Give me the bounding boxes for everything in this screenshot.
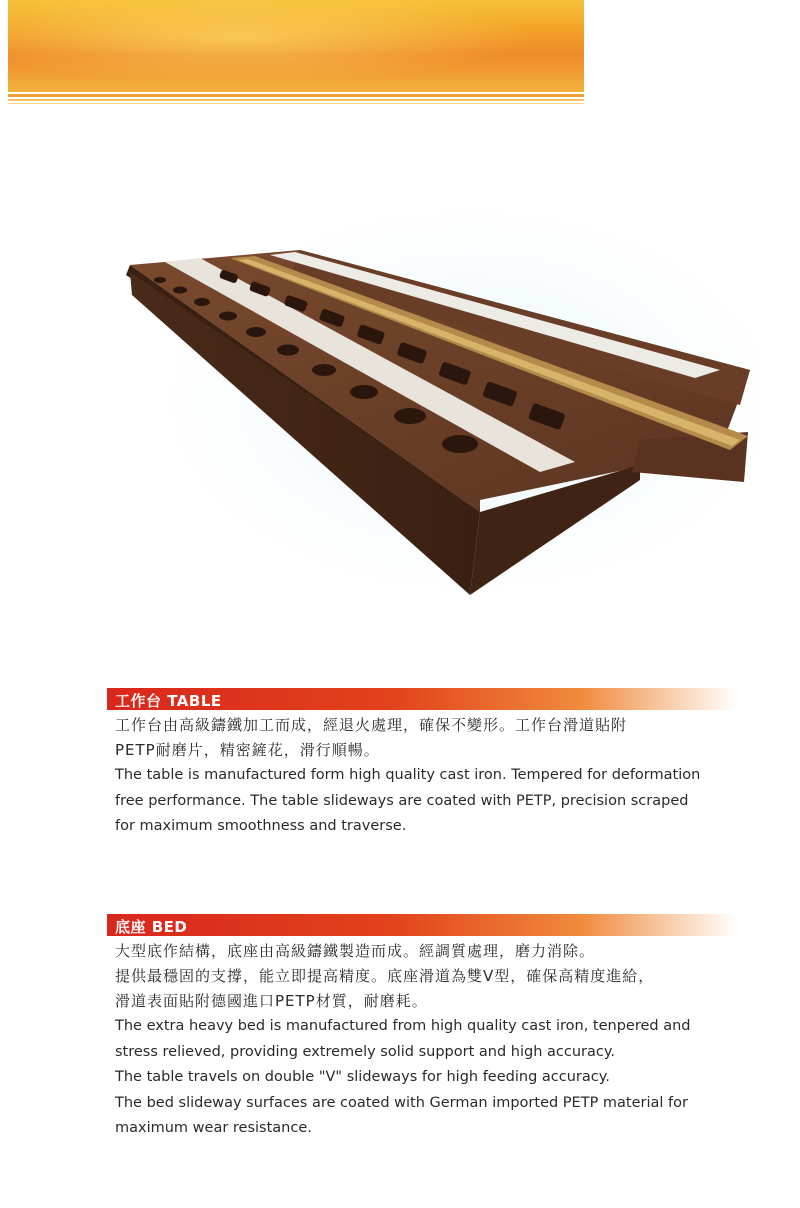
- table-section-title: 工作台 TABLE: [115, 692, 222, 710]
- decorative-stripe: [8, 94, 584, 97]
- bed-zh-line: 大型底作結構，底座由高級鑄鐵製造而成。經調質處理，磨力消除。: [115, 942, 596, 960]
- bed-zh-line: 滑道表面貼附德國進口PETP材質，耐磨耗。: [115, 992, 428, 1010]
- table-section-body: [115, 713, 755, 840]
- bed-section-header: [107, 914, 737, 936]
- bed-en-line: maximum wear resistance.: [115, 1120, 312, 1136]
- table-section-header: [107, 688, 737, 710]
- table-en-line: free performance. The table slideways are coated with PETP, precision scraped: [115, 792, 689, 809]
- table-zh-line: PETP耐磨片，精密鏟花，滑行順暢。: [115, 741, 380, 759]
- bed-section-body: [115, 939, 755, 1142]
- bed-en-line: The table travels on double "V" slideways for high feeding accuracy.: [115, 1069, 610, 1085]
- bed-en-line: The extra heavy bed is manufactured from high quality cast iron, tenpered and: [115, 1018, 691, 1034]
- bed-section-title: 底座 BED: [115, 918, 188, 936]
- table-en-line: The table is manufactured form high quality cast iron. Tempered for deformation: [115, 767, 701, 783]
- table-en-line: for maximum smoothness and traverse.: [115, 818, 407, 834]
- bed-en-line: The bed slideway surfaces are coated with German imported PETP material for: [115, 1094, 688, 1111]
- decorative-stripe: [8, 103, 584, 104]
- bed-zh-line: 提供最穩固的支撐，能立即提高精度。底座滑道為雙V型，確保高精度進給，: [115, 967, 655, 985]
- table-zh-line: 工作台由高級鑄鐵加工而成，經退火處理，確保不變形。工作台滑道貼附: [115, 716, 628, 734]
- decorative-stripe: [8, 99, 584, 101]
- machine-bed-photo: [120, 200, 760, 620]
- bed-en-line: stress relieved, providing extremely solid support and high accuracy.: [115, 1043, 615, 1060]
- top-decorative-band: [8, 0, 584, 92]
